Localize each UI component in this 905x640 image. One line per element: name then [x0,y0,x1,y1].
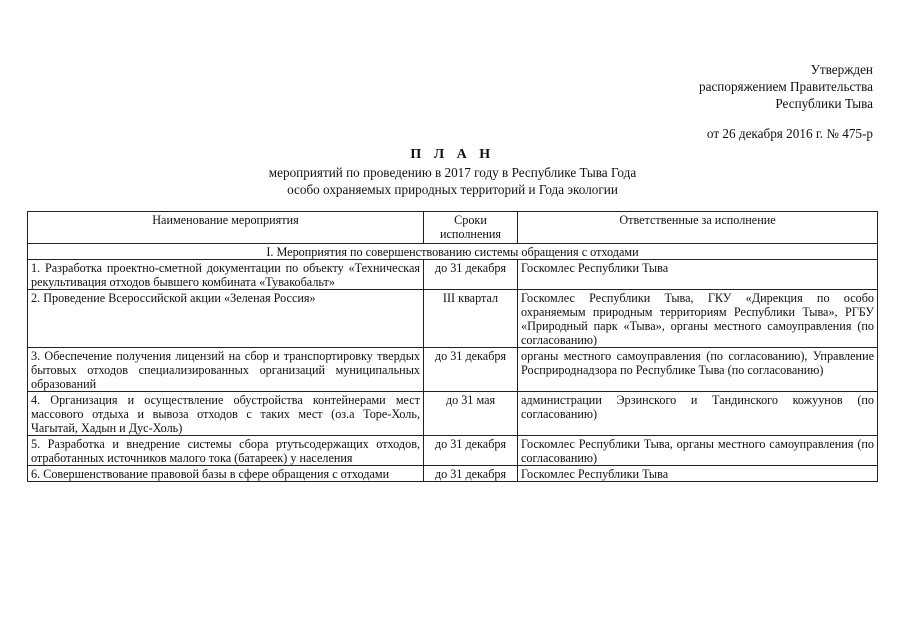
document-subtitle-line1: мероприятий по проведению в 2017 году в Республике Тыва Года [268,165,637,180]
responsible-cell: Госкомлес Республики Тыва [518,466,878,482]
approval-line-approved: Утвержден [810,62,873,77]
term-cell: до 31 декабря [424,260,518,290]
section-title: I. Мероприятия по совершенствованию системы обращения с отходами [28,244,878,260]
responsible-cell: Госкомлес Республики Тыва, ГКУ «Дирекция по особо охраняемым природным территориям Республики Тыва», РГБУ «Природный парк «Тыва», органы местного самоуправления (по согласованию) [518,290,878,348]
approval-line-order: распоряжением Правительства [699,79,873,94]
approval-line-republic: Республики Тыва [775,96,873,111]
approval-date: от 26 декабря 2016 г. № 475-р [706,126,873,141]
document-subtitle-line2: особо охраняемых природных территорий и Года экологии [287,182,618,197]
activity-cell: 2. Проведение Всероссийской акции «Зеленая Россия» [28,290,424,348]
table-row [28,392,878,436]
header-term: Сроки исполнения [424,212,518,244]
table-header-row [28,212,878,244]
activity-cell: 1. Разработка проектно-сметной документации по объекту «Техническая рекультивация отходов бывшего комбината «Тувакобальт» [28,260,424,290]
activity-cell: 4. Организация и осуществление обустройства контейнерами мест массового отдыха и вывоза отходов с таких мест (оз.а Торе-Холь, Чагытай, Хадын и Дус-Холь) [28,392,424,436]
activity-cell: 6. Совершенствование правовой базы в сфере обращения с отходами [28,466,424,482]
activity-cell: 5. Разработка и внедрение системы сбора ртутьсодержащих отходов, отработанных источников малого тока (батареек) у населения [28,436,424,466]
responsible-cell: Госкомлес Республики Тыва [518,260,878,290]
header-activity: Наименование мероприятия [28,212,424,244]
header-responsible: Ответственные за исполнение [518,212,878,244]
plan-table [27,211,878,482]
term-cell: до 31 декабря [424,348,518,392]
document-heading [0,146,905,198]
table-row [28,436,878,466]
table-row [28,260,878,290]
activity-cell: 3. Обеспечение получения лицензий на сбор и транспортировку твердых бытовых отходов специализированных организаций муниципальных образований [28,348,424,392]
responsible-cell: Госкомлес Республики Тыва, органы местного самоуправления (по согласованию) [518,436,878,466]
term-cell: III квартал [424,290,518,348]
responsible-cell: органы местного самоуправления (по согласованию), Управление Росприроднадзора по Республике Тыва (по согласованию) [518,348,878,392]
term-cell: до 31 декабря [424,436,518,466]
section-row [28,244,878,260]
table-row [28,348,878,392]
responsible-cell: администрации Эрзинского и Тандинского кожуунов (по согласованию) [518,392,878,436]
table-row [28,466,878,482]
table-row [28,290,878,348]
term-cell: до 31 декабря [424,466,518,482]
document-title: П Л А Н [410,147,495,162]
term-cell: до 31 мая [424,392,518,436]
approval-block [653,61,873,142]
